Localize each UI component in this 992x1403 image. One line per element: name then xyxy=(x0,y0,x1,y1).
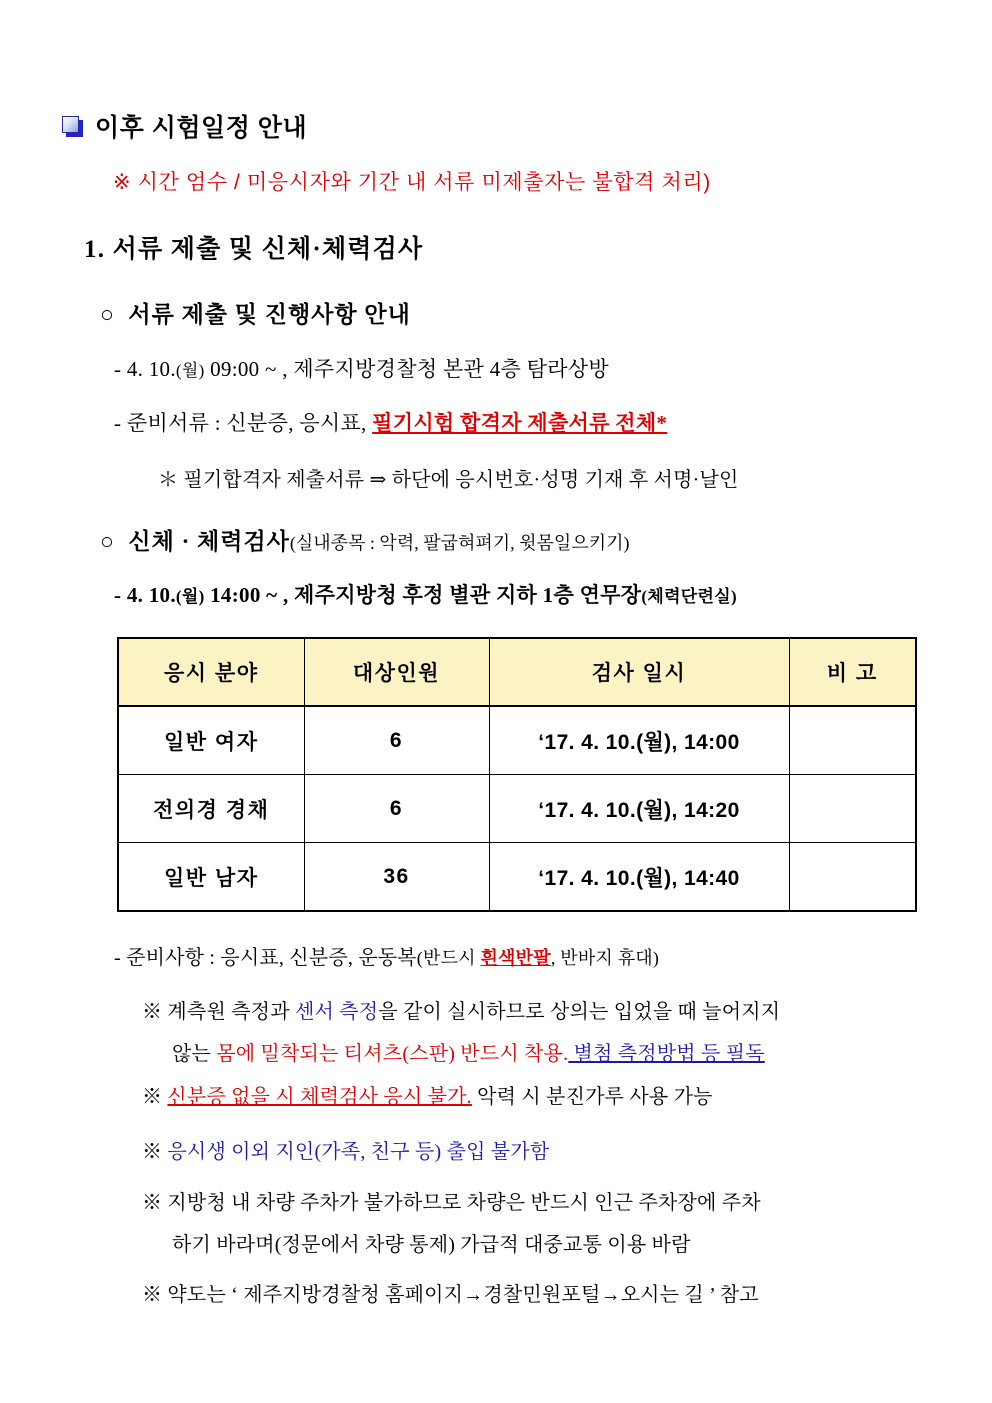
note-marker: ※ xyxy=(142,1001,163,1023)
note-sensor-line-1 xyxy=(142,995,780,1024)
subsection-b-title xyxy=(100,523,629,556)
note-parking-text-2: 하기 바라며(정문에서 차량 통제) 가급적 대중교통 이용 바람 xyxy=(172,1234,691,1256)
table-row xyxy=(118,706,916,775)
preparation-paren-open: (반드시 xyxy=(416,948,481,968)
section-1-number: 1. xyxy=(84,236,106,263)
cell-datetime: ‘17. 4. 10.(월), 14:40 xyxy=(489,843,789,912)
note-id-required-highlight: 신분증 없을 시 체력검사 응시 불가. xyxy=(167,1086,472,1108)
table-header-remark: 비 고 xyxy=(789,638,916,706)
note-marker: ※ xyxy=(142,1284,163,1306)
subsection-b-marker: ○ xyxy=(100,529,115,554)
dash-marker: - xyxy=(114,357,122,381)
note-sensor-cont-a: 않는 xyxy=(172,1043,217,1065)
page-title-text: 이후 시험일정 안내 xyxy=(95,114,308,142)
doc-submission-time-line xyxy=(114,353,609,383)
preparation-paren-close: , 반바지 휴대) xyxy=(550,948,660,968)
fitness-weekday: (월) xyxy=(175,587,205,606)
page-title xyxy=(62,108,307,144)
table-header-field: 응시 분야 xyxy=(118,638,304,706)
submission-place: 09:00 ~ , 제주지방경찰청 본관 4층 탐라상방 xyxy=(204,357,609,381)
preparation-items-line xyxy=(114,941,659,970)
table-row xyxy=(118,775,916,843)
cell-datetime: ‘17. 4. 10.(월), 14:20 xyxy=(489,775,789,843)
cell-field: 전의경 경채 xyxy=(118,775,304,843)
note-map-text: 약도는 ‘ 제주지방경찰청 홈페이지→경찰민원포털→오시는 길 ’ 참고 xyxy=(167,1284,759,1306)
subsection-a-title xyxy=(100,296,411,329)
star-marker: ＊ xyxy=(158,469,179,491)
table-header xyxy=(118,638,916,706)
note-sensor-line-2 xyxy=(172,1037,765,1066)
subsection-a-marker: ○ xyxy=(100,302,115,327)
subsection-b-title-text: 신체 · 체력검사 xyxy=(128,529,290,554)
note-sensor-text-a: 계측원 측정과 xyxy=(167,1001,295,1023)
note-parking-text-1: 지방청 내 차량 주차가 불가하므로 차량은 반드시 인근 주차장에 주차 xyxy=(167,1192,761,1214)
note-marker: ※ xyxy=(142,1086,163,1108)
cell-count: 6 xyxy=(304,775,489,843)
required-documents-label: 준비서류 : 신분증, 응시표, xyxy=(126,411,373,435)
cell-remark xyxy=(789,843,916,912)
documents-footnote-text: 필기합격자 제출서류 ⇒ 하단에 응시번호·성명 기재 후 서명·날인 xyxy=(183,469,739,491)
dash-marker: - xyxy=(114,411,122,435)
note-parking-line-2 xyxy=(172,1228,691,1257)
fitness-date: 4. 10. xyxy=(126,583,176,607)
cell-remark xyxy=(789,775,916,843)
fitness-place-paren: (체력단련실) xyxy=(641,587,737,606)
required-documents-highlight: 필기시험 합격자 제출서류 전체* xyxy=(372,411,668,435)
documents-footnote-line xyxy=(158,463,738,492)
fitness-test-time-line xyxy=(114,579,737,609)
cell-count: 36 xyxy=(304,843,489,912)
note-tshirt-highlight: 몸에 밀착되는 티셔츠(스판) 반드시 착용. xyxy=(216,1043,569,1065)
note-attachment-highlight: 별첨 측정방법 등 필독 xyxy=(568,1043,765,1065)
submission-weekday: (월) xyxy=(175,361,205,380)
dash-marker: - xyxy=(114,583,122,607)
dash-marker: - xyxy=(114,947,121,969)
note-visitors-text: 응시생 이외 지인(가족, 친구 등) 출입 불가함 xyxy=(167,1141,550,1163)
submission-date: 4. 10. xyxy=(126,357,176,381)
fitness-place: 14:00 ~ , 제주지방청 후정 별관 지하 1층 연무장 xyxy=(204,583,642,607)
table-header-count: 대상인원 xyxy=(304,638,489,706)
table-body xyxy=(118,706,916,911)
table-header-row xyxy=(118,638,916,706)
table-header-datetime: 검사 일시 xyxy=(489,638,789,706)
note-parking-line-1 xyxy=(142,1186,761,1215)
table-row xyxy=(118,843,916,912)
note-id-required-line xyxy=(142,1080,713,1109)
section-1-title xyxy=(84,229,423,265)
cell-field: 일반 남자 xyxy=(118,843,304,912)
top-warning-note: ※ 시간 엄수 / 미응시자와 기간 내 서류 미제출자는 불합격 처리) xyxy=(113,171,711,194)
cell-datetime: ‘17. 4. 10.(월), 14:00 xyxy=(489,706,789,775)
cell-field: 일반 여자 xyxy=(118,706,304,775)
note-map-line xyxy=(142,1278,759,1307)
subsection-b-title-paren: (실내종목 : 악력, 팔굽혀펴기, 윗몸일으키기) xyxy=(289,533,630,553)
preparation-highlight: 흰색반팔 xyxy=(480,948,551,968)
blue-square-bullet-icon xyxy=(62,116,83,137)
cell-count: 6 xyxy=(304,706,489,775)
note-sensor-text-b: 을 같이 실시하므로 상의는 입었을 때 늘어지지 xyxy=(378,1001,781,1023)
required-documents-line xyxy=(114,407,667,437)
preparation-items-text: 준비사항 : 응시표, 신분증, 운동복 xyxy=(126,947,417,969)
cell-remark xyxy=(789,706,916,775)
note-visitors-line xyxy=(142,1135,549,1164)
subsection-a-title-text: 서류 제출 및 진행사항 안내 xyxy=(128,302,411,327)
note-id-required-text: 악력 시 분진가루 사용 가능 xyxy=(471,1086,713,1108)
section-1-title-text: 서류 제출 및 신체·체력검사 xyxy=(112,236,424,263)
note-sensor-highlight: 센서 측정 xyxy=(294,1001,379,1023)
note-marker: ※ xyxy=(142,1141,163,1163)
exam-schedule-table xyxy=(117,637,917,912)
note-marker: ※ xyxy=(142,1192,163,1214)
